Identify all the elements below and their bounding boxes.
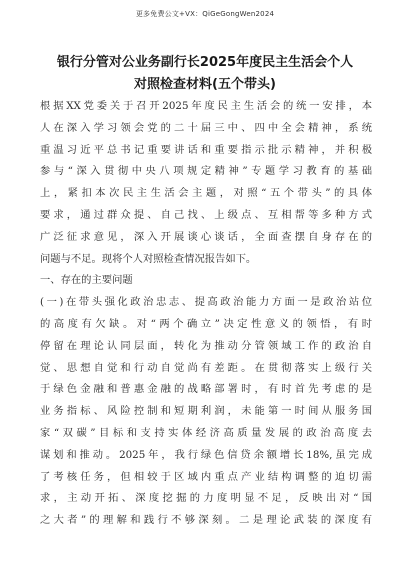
body-line: 谋划和推动。2025年，我行绿色信贷余额增长18%,虽完成 (40, 448, 372, 461)
document-title (40, 52, 370, 96)
body-line: 停留在理论认同层面，转化为推动分管领域工作的政治自 (40, 339, 372, 352)
body-line: 人在深入学习领会党的二十届三中、四中全会精神，系统 (40, 121, 372, 134)
title-line: 对照检查材料(五个带头) (134, 77, 276, 92)
body-line: 广泛征求意见，深入开展谈心谈话，全面查摆自身存在的 (40, 230, 372, 243)
body-line: 于绿色金融和普惠金融的战略部署时，有时首先考虑的是 (40, 383, 372, 396)
body-line: 家“双碳”目标和支持实体经济高质量发展的政治高度去 (40, 426, 372, 439)
body-line: 参与“深入贯彻中央八项规定精神”专题学习教育的基础 (40, 165, 372, 178)
header-note: 更多免费公文+VX：QiGeGongWen2024 (135, 10, 275, 18)
body-line: 要求，通过群众提、自己找、上级点、互相帮等多种方式 (40, 208, 372, 221)
body-line: 之大者”的理解和践行不够深刻。二是理论武装的深度有 (40, 514, 372, 527)
body-line: 问题与不足。现将个人对照检查情况报告如下。 (40, 252, 257, 265)
body-line: 重温习近平总书记重要讲话和重要指示批示精神，并积极 (40, 143, 372, 156)
body-line: 了考核任务，但相较于区域内重点产业结构调整的迫切需 (40, 470, 372, 483)
body-line: (一)在带头强化政治忠志、提高政治能力方面一是政治站位 (40, 296, 372, 309)
title-line: 银行分管对公业务副行长2025年度民主生活会个人 (56, 55, 354, 70)
body-line: 上，紧扣本次民主生活会主题，对照“五个带头”的具体 (40, 187, 372, 200)
body-line: 业务指标、风险控制和短期利润，未能第一时间从服务国 (40, 405, 372, 418)
body-line: 觉、思想自觉和行动自觉尚有差距。在贯彻落实上级行关 (40, 361, 372, 374)
body-line: 根据XX党委关于召开2025年度民主生活会的统一安排，本 (40, 100, 372, 112)
document-body (40, 96, 372, 532)
section-heading: 一、存在的主要问题 (40, 274, 133, 287)
body-line: 求，主动开拓、深度挖掘的力度明显不足，反映出对“国 (40, 492, 372, 505)
body-line: 的高度有欠缺。对“两个确立”决定性意义的领悟，有时 (40, 317, 372, 330)
